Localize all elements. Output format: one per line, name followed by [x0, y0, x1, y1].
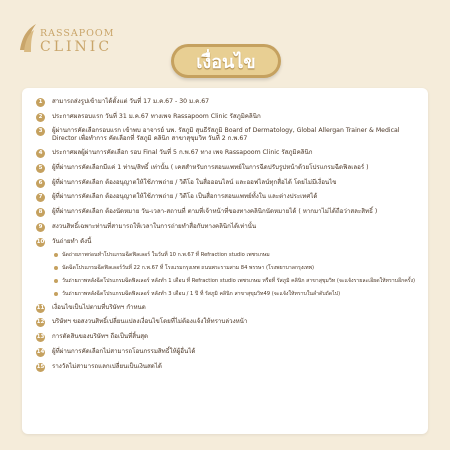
item-text: บริษัทฯ ขอสงวนสิทธิ์เปลี่ยนแปลงเงื่อนไขโดยที่ไม่ต้องแจ้งให้ทราบล่วงหน้า: [52, 318, 248, 326]
item-number: 13: [36, 334, 45, 341]
condition-item: [36, 348, 420, 363]
item-text: สงวนสิทธิ์เฉพาะท่านที่สามารถให้เวลาในการถ่ายทำสื่อกับทางคลินิกได้เท่านั้น: [52, 222, 257, 230]
condition-item: [36, 98, 420, 113]
item-text: ประกาศผลรอบแรก วันที่ 31 ม.ค.67 ทางเพจ Rassapoom Clinic รัสภูมิคลินิก: [52, 112, 261, 120]
item-text: การตัดสินของบริษัทฯ ถือเป็นที่สิ้นสุด: [52, 333, 149, 341]
item-number: 10: [36, 238, 45, 245]
item-number: 7: [36, 193, 45, 202]
schedule-item: [36, 252, 420, 265]
brand-line2: CLINIC: [40, 39, 113, 55]
item-number: 8: [36, 208, 45, 217]
condition-item: [36, 193, 420, 208]
condition-item: [36, 333, 420, 348]
item-text: สามารถส่งรูปเข้ามาได้ตั้งแต่ วันที่ 17 ม.ค.67 - 30 ม.ค.67: [52, 98, 210, 105]
item-number: 5: [36, 164, 45, 173]
condition-item: [36, 208, 420, 223]
condition-item: [36, 238, 420, 253]
condition-item: [36, 149, 420, 164]
item-number: 9: [36, 223, 45, 232]
condition-item: [36, 223, 420, 238]
condition-item: [36, 304, 420, 319]
bullet-icon: [54, 253, 58, 257]
schedule-text: นัดฉีดโปรแกรมฉีดฟิลเลอร์วันที่ 22 ก.พ.67 ที่ โรงแรมกรุงเทพ ถนนพระรามสาม 84 พรรษา (โรงพยาบาลกรุงเทพ): [62, 265, 315, 272]
condition-item: [36, 179, 420, 194]
item-number: 15: [36, 363, 45, 370]
item-text: ผู้ที่ผ่านการคัดเลือก ต้องอนุญาตให้ใช้ภาพถ่าย / วิดีโอ ในสื่อออนไลน์ และออฟไลน์ทุกสื่อได้ โดยไม่มีเงื่อนไข: [52, 178, 337, 186]
item-number: 6: [36, 179, 45, 188]
item-number: 12: [36, 319, 45, 326]
item-text: วันถ่ายทำ ดังนี้: [52, 237, 92, 245]
item-number: 14: [36, 348, 45, 355]
item-text: เงื่อนไขเป็นไปตามที่บริษัทฯ กำหนด: [52, 303, 146, 311]
schedule-text: นัดถ่ายภาพก่อนทำโปรแกรมฉีดฟิลเลอร์ ในวันที่ 10 ก.พ.67 ที่ Refraction studio เพชรเกษม: [62, 252, 270, 259]
title-badge: [171, 44, 281, 78]
schedule-item: [36, 291, 420, 304]
condition-item: [36, 318, 420, 333]
item-number: 1: [36, 98, 45, 107]
item-text: ผู้ผ่านการคัดเลือกรอบแรก เข้าพบ อาจารย์ นพ. รัสภูมิ สุนธีรัสภูมิ Board of Dermatology, Global Allergan Trainer & Medical Director เพื่อทำการ คัดเลือกที่ รัสภูมิ คลินิก สาขาสุขุมวิท วันที่ 2 ก.พ.67: [52, 127, 400, 142]
condition-item: [36, 127, 420, 149]
schedule-text: วันถ่ายภาพหลังฉีดโปรแกรมฉีดฟิลเลอร์ หลังทำ 3 เดือน / 1 ปี ที่ รัสภูมิ คลินิก สาขาสุขุมวิท49 (จะแจ้งให้ทราบในลำดับถัดไป): [62, 290, 341, 297]
condition-item: [36, 164, 420, 179]
item-text: ผู้ที่ผ่านการคัดเลือกมีแค่ 1 ท่าน/สิทธิ์ เท่านั้น ( เคสสำหรับการสอนแพทย์ในการฉีดปรับรูปหน้าด้วยโปรแกรมฉีดฟิลเลอร์ ): [52, 164, 369, 172]
schedule-item: [36, 265, 420, 278]
item-text: ประกาศผลผู้ผ่านการคัดเลือก รอบ Final วันที่ 5 ก.พ.67 ทาง เพจ Rassapoom Clinic รัสภูมิคลินิก: [52, 149, 313, 157]
brand-logo: [16, 20, 126, 60]
item-number: 3: [36, 127, 45, 136]
conditions-list: [36, 98, 420, 377]
bullet-icon: [54, 292, 58, 296]
item-text: รางวัลไม่สามารถแลกเปลี่ยนเป็นเงินสดได้: [52, 362, 162, 370]
item-number: 2: [36, 113, 45, 122]
condition-item: [36, 113, 420, 128]
item-text: ผู้ที่ผ่านการคัดเลือกไม่สามารถโอนกรรมสิทธิ์ให้ผู้อื่นได้: [52, 347, 196, 355]
page-title: เงื่อนไข: [196, 51, 256, 73]
bird-logo-icon: [16, 20, 40, 56]
item-text: ผู้ที่ผ่านการคัดเลือก ต้องนัดหมาย วัน-เวลา-สถานที่ ตามที่เจ้าหน้าที่ของทางคลินิกนัดหมายได้ ( หากมาไม่ได้ถือว่าสละสิทธิ์ ): [52, 208, 378, 216]
condition-item: [36, 363, 420, 378]
schedule-item: [36, 278, 420, 291]
item-text: ผู้ที่ผ่านการคัดเลือก ต้องอนุญาตให้ใช้ภาพถ่าย / วิดีโอ เป็นสื่อการสอนแพทย์ทั้งใน และต่างประเทศได้: [52, 193, 318, 201]
bullet-icon: [54, 279, 58, 283]
item-number: 4: [36, 149, 45, 158]
bullet-icon: [54, 266, 58, 270]
item-number: 11: [36, 304, 45, 311]
brand-line1: RASSAPOOM: [40, 28, 115, 39]
conditions-card: [22, 88, 428, 434]
schedule-text: วันถ่ายภาพหลังฉีดโปรแกรมฉีดฟิลเลอร์ หลังทำ 1 เดือน ที่ Refraction studio เพชรเกษม หรือที่ รัสภูมิ คลินิก สาขาสุขุมวิท (จะแจ้งรายละเอียดให้ทราบอีกครั้ง): [62, 277, 416, 284]
